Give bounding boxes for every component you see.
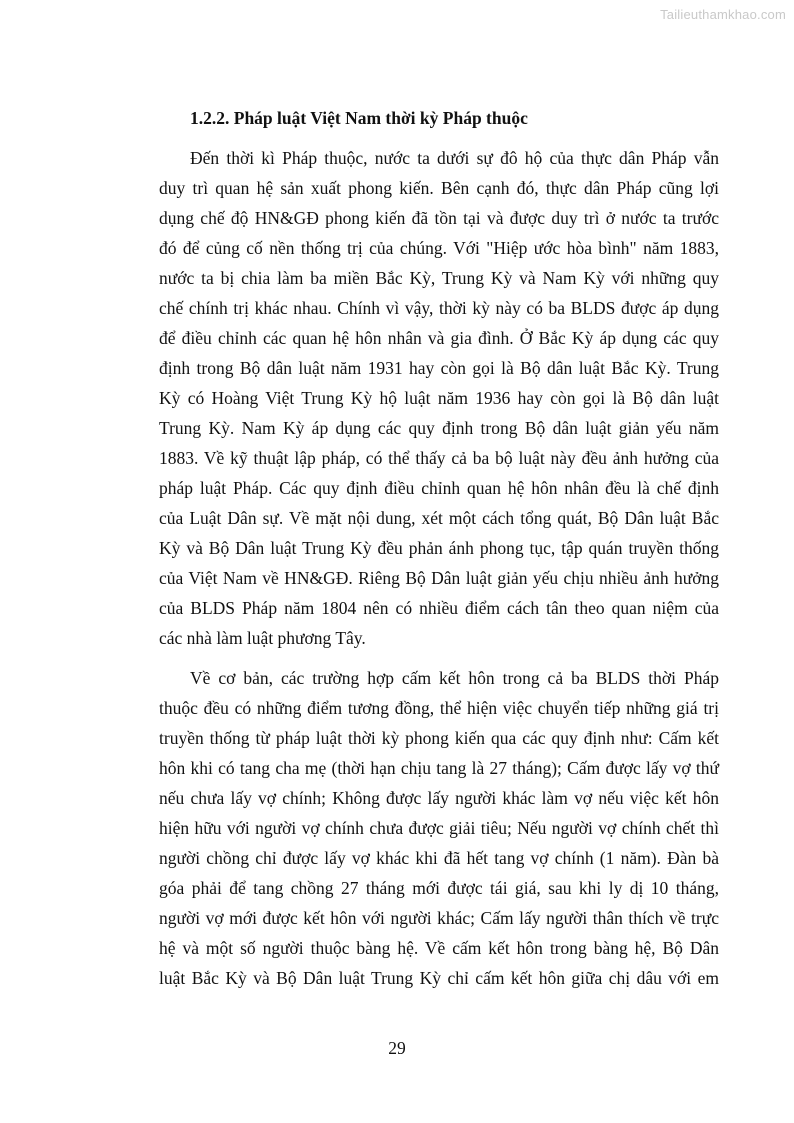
text-line: của BLDS Pháp năm 1804 nên có nhiều điểm cách tân theo quan niệm của — [159, 598, 719, 618]
text-line: Trung Kỳ. Nam Kỳ áp dụng các quy định trong Bộ dân luật giản yếu năm — [159, 418, 719, 438]
text-line: chế chính trị khác nhau. Chính vì vậy, thời kỳ này có ba BLDS được áp dụng — [159, 298, 719, 318]
text-line: người vợ mới được kết hôn với người khác; Cấm lấy người thân thích về trực — [159, 908, 719, 928]
text-line: đó để củng cố nền thống trị của chúng. Với "Hiệp ước hòa bình" năm 1883, — [159, 238, 719, 258]
text-line: để điều chỉnh các quan hệ hôn nhân và gia đình. Ở Bắc Kỳ áp dụng các quy — [159, 328, 719, 348]
paragraph-2 — [159, 663, 719, 993]
text-line: thuộc đều có những điểm tương đồng, thể hiện việc chuyển tiếp những giá trị — [159, 698, 719, 718]
text-line: Kỳ có Hoàng Việt Trung Kỳ hộ luật năm 1936 hay còn gọi là Bộ dân luật — [159, 388, 719, 408]
page-number: 29 — [388, 1038, 406, 1058]
text-line: dụng chế độ HN&GĐ phong kiến đã tồn tại và được duy trì ở nước ta trước — [159, 208, 719, 228]
paragraph-1 — [159, 143, 719, 653]
text-line: pháp luật Pháp. Các quy định điều chỉnh quan hệ hôn nhân đều là chế định — [159, 478, 719, 498]
text-line: nếu chưa lấy vợ chính; Không được lấy người khác làm vợ nếu việc kết hôn — [159, 788, 719, 808]
text-line: hôn khi có tang cha mẹ (thời hạn chịu tang là 27 tháng); Cấm được lấy vợ thứ — [159, 758, 719, 778]
text-line: các nhà làm luật phương Tây. — [159, 628, 366, 648]
text-line: truyền thống từ pháp luật thời kỳ phong kiến qua các quy định như: Cấm kết — [159, 728, 719, 748]
text-line: Kỳ và Bộ Dân luật Trung Kỳ đều phản ánh phong tục, tập quán truyền thống — [159, 538, 719, 558]
text-line: duy trì quan hệ sản xuất phong kiến. Bên cạnh đó, thực dân Pháp cũng lợi — [159, 178, 719, 198]
text-line: của Việt Nam về HN&GĐ. Riêng Bộ Dân luật giản yếu chịu nhiều ảnh hưởng — [159, 568, 719, 588]
text-line: hiện hữu với người vợ chính chưa được giải tiêu; Nếu người vợ chính chết thì — [159, 818, 719, 838]
text-line: góa phải để tang chồng 27 tháng mới được tái giá, sau khi ly dị 10 tháng, — [159, 878, 719, 898]
text-line: người chồng chỉ được lấy vợ khác khi đã hết tang vợ chính (1 năm). Đàn bà — [159, 848, 719, 868]
text-line: nước ta bị chia làm ba miền Bắc Kỳ, Trung Kỳ và Nam Kỳ với những quy — [159, 268, 719, 288]
text-line: của Luật Dân sự. Về mặt nội dung, xét một cách tổng quát, Bộ Dân luật Bắc — [159, 508, 719, 528]
text-line: Về cơ bản, các trường hợp cấm kết hôn trong cả ba BLDS thời Pháp — [190, 668, 719, 688]
text-line: hệ và một số người thuộc bàng hệ. Về cấm kết hôn trong bàng hệ, Bộ Dân — [159, 938, 719, 958]
section-heading: 1.2.2. Pháp luật Việt Nam thời kỳ Pháp thuộc — [190, 108, 528, 128]
text-line: Đến thời kì Pháp thuộc, nước ta dưới sự đô hộ của thực dân Pháp vẫn — [190, 148, 719, 168]
document-page — [159, 103, 719, 993]
text-line: 1883. Về kỹ thuật lập pháp, có thể thấy cả ba bộ luật này đều ảnh hưởng của — [159, 448, 719, 468]
text-line: luật Bắc Kỳ và Bộ Dân luật Trung Kỳ chỉ cấm kết hôn giữa chị dâu với em — [159, 968, 719, 988]
text-line: định trong Bộ dân luật năm 1931 hay còn gọi là Bộ dân luật Bắc Kỳ. Trung — [159, 358, 719, 378]
watermark: Tailieuthamkhao.com — [660, 7, 786, 22]
